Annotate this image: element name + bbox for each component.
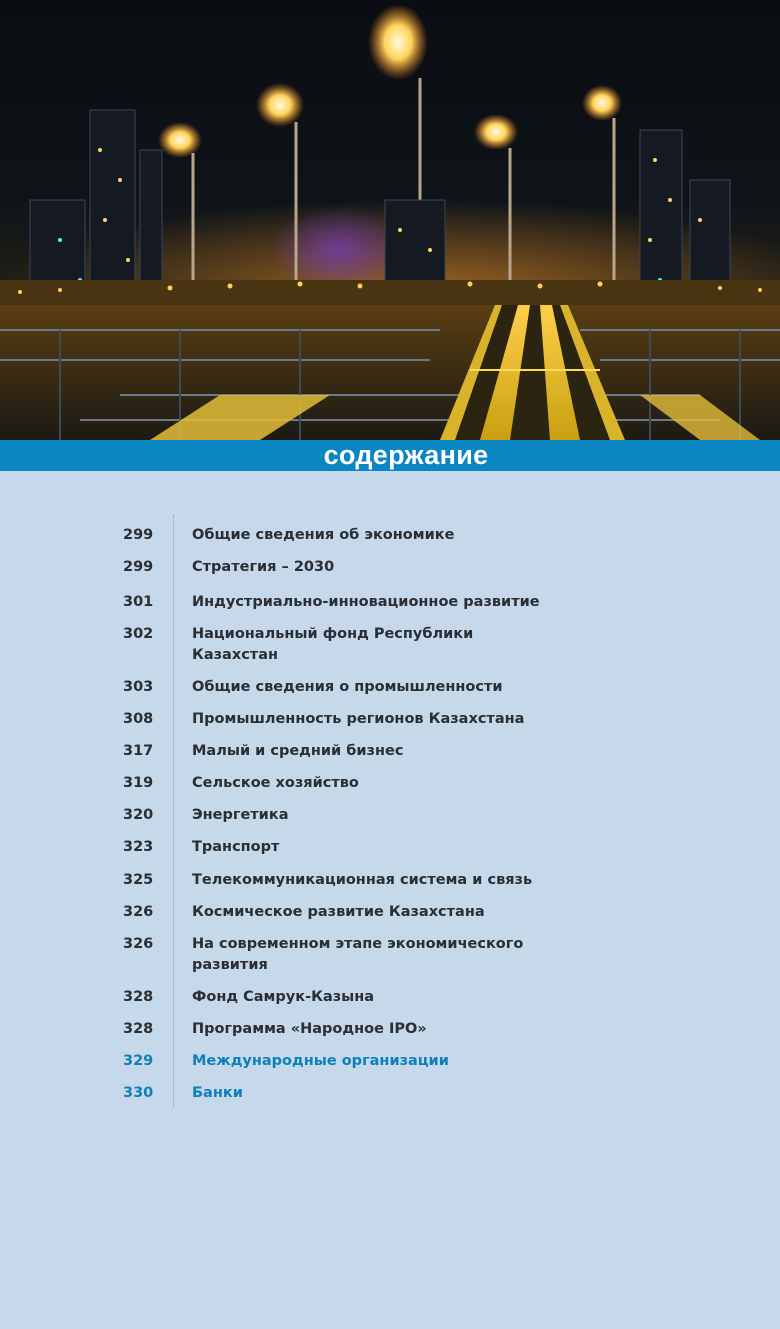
toc-page-number: 328 <box>123 1021 154 1037</box>
toc-item-title: Малый и средний бизнес <box>192 743 404 759</box>
toc-item-title: Общие сведения об экономике <box>192 527 455 543</box>
toc-page-number: 326 <box>123 904 154 920</box>
toc-item-title: Индустриально-инновационное развитие <box>192 594 540 610</box>
toc-item-title: Энергетика <box>192 807 289 823</box>
toc-page-number: 328 <box>123 989 154 1005</box>
toc-item-title: Промышленность регионов Казахстана <box>192 711 525 727</box>
toc-item-title: Национальный фонд Республики Казахстан <box>192 626 474 663</box>
section-title-bar <box>0 440 780 471</box>
toc-item-title: Банки <box>192 1085 243 1101</box>
toc-page-number: 326 <box>123 936 154 952</box>
toc-page-number: 329 <box>123 1053 154 1069</box>
toc-item-title: Общие сведения о промышленности <box>192 679 503 695</box>
toc-item-title: Телекоммуникационная система и связь <box>192 872 533 888</box>
toc-item-title: Транспорт <box>192 839 280 855</box>
hero-image <box>0 0 780 440</box>
toc-divider <box>173 515 174 1107</box>
toc-page-number: 330 <box>123 1085 154 1101</box>
page-title: содержание <box>323 440 489 470</box>
toc-page-number: 299 <box>123 527 154 543</box>
toc-item-title: Фонд Самрук-Казына <box>192 989 375 1005</box>
toc-item-title: Программа «Народное IPO» <box>192 1021 427 1037</box>
toc-page-number: 325 <box>123 872 154 888</box>
toc-page-number: 319 <box>123 775 154 791</box>
toc-item-title: На современном этапе экономического развития <box>192 936 524 973</box>
toc-item-title: Международные организации <box>192 1053 449 1069</box>
toc-page-number: 323 <box>123 839 154 855</box>
toc-item-title: Сельское хозяйство <box>192 775 359 791</box>
toc-page-number: 302 <box>123 626 154 642</box>
toc-page-number: 303 <box>123 679 154 695</box>
toc-item-title: Стратегия – 2030 <box>192 559 335 575</box>
toc-page-number: 317 <box>123 743 154 759</box>
toc-item-title: Космическое развитие Казахстана <box>192 904 485 920</box>
toc-page-number: 308 <box>123 711 154 727</box>
toc-page-number: 320 <box>123 807 154 823</box>
toc-page-number: 301 <box>123 594 154 610</box>
toc-page-number: 299 <box>123 559 154 575</box>
refinery-night-illustration <box>0 0 780 440</box>
